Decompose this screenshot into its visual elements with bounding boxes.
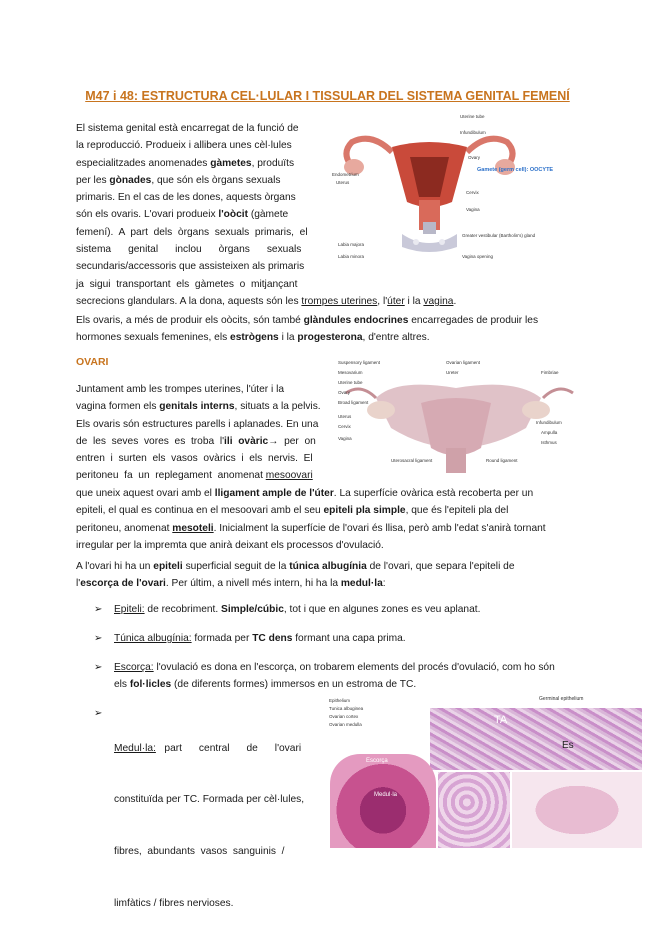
term-gametes: gàmetes: [210, 157, 252, 169]
ovary-anatomy-figure: [336, 358, 583, 476]
label-isthmus: Isthmus: [541, 440, 557, 445]
label-fimbriae: Fimbriae: [541, 370, 559, 375]
label-uterus: Uterus: [338, 414, 352, 419]
intro-line: femení). A part dels òrgans sexuals primaris, el: [76, 226, 308, 238]
text: A l'ovari hi ha un: [76, 561, 154, 572]
intro-line: [76, 206, 326, 223]
term-gonades: gònades: [109, 174, 152, 186]
text: :: [382, 578, 386, 590]
text-line: entren i surten els vasos ovàrics i els nervis. El: [76, 453, 313, 465]
text-line: Juntament amb les trompes uterines, l'úter i la: [76, 384, 285, 395]
text-line: [76, 433, 328, 450]
oocyte-callout: Gamete (germ cell): OOCYTE: [477, 167, 554, 173]
text: Els ovaris, a més de produir els oòcits, són també: [76, 315, 304, 326]
text-line: irregular per la impremta que anirà deixant els processos d'ovulació.: [76, 539, 384, 551]
intro-line: sistema genital inclou òrgans sexuals: [76, 244, 302, 256]
text: i la: [278, 332, 298, 344]
label-germinal-epithelium: Germinal epithelium: [539, 696, 584, 702]
text: formada per: [191, 633, 253, 644]
term-epiteli: epiteli: [153, 561, 183, 572]
text: , l': [377, 295, 388, 307]
intro-line: El sistema genital està encarregat de la funció de: [76, 123, 299, 134]
label-infundibulum: Infundibulum: [536, 420, 562, 425]
term-epiteli: Epiteli:: [114, 604, 145, 615]
ovari-paragraph-cont: [76, 485, 546, 554]
text: , que és l'epiteli pla del: [405, 505, 509, 517]
histology-micrograph-top: [430, 708, 642, 770]
arrow-bullet-icon: ➢: [94, 633, 103, 644]
text-line: [76, 485, 546, 502]
text: fibres, abundants vasos sanguinis /: [114, 846, 285, 858]
text: (de diferents formes) immersos en un estroma de TC.: [171, 679, 417, 691]
label-vagina: Vagina: [466, 207, 480, 212]
text: l'ovulació es dona en l'escorça, on trobarem elements del procés d'ovulació, com ho són: [153, 662, 555, 673]
page-title: M47 i 48: ESTRUCTURA CEL·LULAR I TISSULAR DEL SISTEMA GENITAL FEMENÍ: [85, 89, 570, 103]
label-ovarian-ligament: Ovarian ligament: [446, 360, 481, 365]
label-cervix: Cervix: [338, 424, 351, 429]
arrow-bullet-icon: ➢: [94, 662, 103, 673]
section-heading-ovari: OVARI: [76, 356, 109, 368]
text: que uneix aquest ovari amb el: [76, 488, 215, 499]
label-round-ligament: Round ligament: [486, 458, 518, 463]
text: → per on: [268, 435, 316, 447]
term-tc-dens: TC dens: [252, 633, 293, 644]
text: vagina formen els: [76, 401, 160, 413]
bullet-text: [114, 601, 480, 618]
text: . Per últim, a nivell més intern, hi ha la: [165, 578, 341, 590]
mark-escorca: Escorça: [366, 758, 388, 764]
text-line: [76, 520, 546, 537]
term-escorca: Escorça:: [114, 662, 154, 673]
text: especialitzades anomenades: [76, 157, 211, 169]
label-mesovarium: Mesovarium: [338, 370, 363, 375]
label-labia-minora: Labia minora: [338, 254, 365, 259]
text: els: [114, 679, 130, 691]
text: , d'entre altres.: [362, 332, 430, 344]
text: , tot i que en algunes zones es veu aplanat.: [283, 604, 481, 615]
arrow-bullet-icon: ➢: [94, 604, 103, 615]
term-medulla: medul·la: [340, 578, 383, 590]
intro-line: [76, 293, 457, 310]
term-epiteli-pla: epiteli pla simple: [323, 505, 406, 517]
text: . Inicialment la superfície de l'ovari és llisa, però amb l'edat s'anirà tornant: [213, 522, 546, 534]
text: hormones sexuals femenines, els: [76, 332, 231, 344]
intro-line: [76, 172, 326, 189]
mark-medulla: Medul·la: [374, 792, 398, 798]
label-labia-majora: Labia majora: [338, 242, 365, 247]
term-progesterona: progesterona: [297, 332, 363, 344]
term-estrogens: estrògens: [230, 332, 279, 344]
term-follicles: fol·licles: [129, 679, 172, 691]
term-genitals-interns: genitals interns: [159, 401, 235, 413]
label-uterus: Uterus: [336, 180, 350, 185]
term-medulla: Medul·la:: [114, 742, 156, 754]
term-tunica: Túnica albugínia:: [114, 633, 192, 644]
text: secrecions glandulars. A la dona, aquests són les: [76, 295, 302, 307]
term-tunica-albuginia: túnica albugínia: [289, 561, 367, 572]
label-uterosacral-ligament: Uterosacral ligament: [391, 458, 433, 463]
uterus-diagram: [332, 112, 587, 290]
term-mesoteli: mesoteli: [172, 522, 214, 534]
label-suspensory-ligament: Suspensory ligament: [338, 360, 381, 365]
reproductive-system-figure: [332, 112, 587, 290]
text: .: [453, 295, 457, 307]
term-mesoovari: mesoovari: [265, 470, 313, 482]
text-line: Els ovaris són estructures parells i aplanades. En una: [76, 418, 319, 430]
term-ili-ovaric: ili ovàric: [224, 435, 269, 447]
label-ovary: Ovary: [338, 390, 351, 395]
label-endometrium: Endometrium: [332, 172, 359, 177]
text-line: [76, 502, 546, 519]
text-line: [76, 467, 328, 484]
term-escorca: escorça de l'ovari: [80, 578, 166, 590]
text-line: [76, 398, 328, 415]
term-vagina: vagina: [423, 295, 454, 307]
histology-micrograph-right: [512, 772, 642, 848]
endocrine-paragraph: [76, 312, 538, 347]
label-ureter: Ureter: [446, 370, 459, 375]
text: l': [76, 578, 81, 590]
arrow-bullet-icon: ➢: [94, 708, 103, 719]
text: peritoneu fa un replegament anomenat: [76, 470, 266, 482]
intro-line: la reproducció. Produeix i allibera unes cèl·lules: [76, 140, 292, 152]
label-broad-ligament: Broad ligament: [338, 400, 369, 405]
text: són els ovaris. L'ovari produeix: [76, 209, 219, 221]
text: , que són els òrgans sexuals: [151, 174, 281, 186]
label-uterine-tube: Uterine tube: [338, 380, 363, 385]
label-ovarian-medulla: Ovarian medulla: [329, 722, 362, 727]
text: , situats a la pelvis.: [234, 401, 321, 413]
text-line: [76, 329, 538, 346]
text: , produïts: [251, 157, 295, 169]
intro-line: [76, 155, 326, 172]
text-line: [76, 312, 538, 329]
label-bartholin-gland: Greater vestibular (Bartholin's) gland: [462, 233, 536, 238]
layers-paragraph: [76, 558, 515, 593]
text: epiteli, el qual es continua en el mesoovari amb el seu: [76, 505, 324, 517]
intro-line: ja sigui transportant els gàmetes o mitjançant: [76, 278, 298, 290]
text: part central de l'ovari: [155, 742, 302, 754]
text-line: [76, 558, 515, 575]
histology-figure: [326, 696, 646, 848]
histology-micrograph-left: [330, 754, 436, 848]
text: . La superfície ovàrica està recoberta per un: [333, 488, 534, 499]
text: i la: [404, 295, 424, 307]
label-ovary: Ovary: [468, 155, 481, 160]
label-ovarian-cortex: Ovarian cortex: [329, 714, 359, 719]
text: encarregades de produir les: [408, 315, 539, 326]
label-epithelium: Epithelium: [329, 698, 351, 703]
label-cervix: Cervix: [466, 190, 479, 195]
term-lligament-ample: lligament ample de l'úter: [214, 488, 334, 499]
mark-ta: TA: [494, 714, 508, 726]
term-oocit: l'oòcit: [218, 209, 248, 221]
text: de l'ovari, que separa l'epiteli de: [366, 561, 515, 572]
label-infundibulum: Infundibulum: [460, 130, 486, 135]
bullet-text: [114, 705, 304, 947]
text-line: [76, 575, 515, 592]
text: constituïda per TC. Formada per cèl·lules,: [114, 794, 305, 806]
intro-line: primaris. En el cas de les dones, aquests òrgans: [76, 192, 296, 204]
histology-micrograph-center: [438, 772, 510, 848]
label-tunica-albuginea: Tunica albuginea: [329, 706, 364, 711]
term-endocrine: glàndules endocrines: [303, 315, 409, 326]
text: de recobriment.: [144, 604, 222, 615]
term-simple-cubic: Simple/cúbic: [221, 604, 284, 615]
label-ampulla: Ampulla: [541, 430, 558, 435]
label-vagina: Vagina: [338, 436, 352, 441]
text: limfàtics / fibres nervioses.: [114, 898, 234, 910]
ovary-diagram: [336, 358, 583, 476]
text: formant una capa prima.: [292, 633, 406, 644]
text: per les: [76, 174, 110, 186]
text: (gàmete: [247, 209, 289, 221]
ovari-paragraph: [76, 381, 328, 485]
term-trompes: trompes uterines: [301, 295, 378, 307]
label-uterine-tube: Uterine tube: [460, 114, 485, 119]
intro-line: secundaris/accessoris que assisteixen als primaris: [76, 261, 305, 273]
term-uter: úter: [387, 295, 405, 307]
label-vagina-opening: Vagina opening: [462, 254, 493, 259]
text: de les seves vores es troba l': [76, 435, 225, 447]
text: peritoneu, anomenat: [76, 522, 173, 534]
bullet-text: [114, 659, 555, 694]
bullet-text: [114, 630, 406, 647]
mark-es: Es: [562, 740, 574, 751]
text: superficial seguit de la: [182, 561, 290, 572]
